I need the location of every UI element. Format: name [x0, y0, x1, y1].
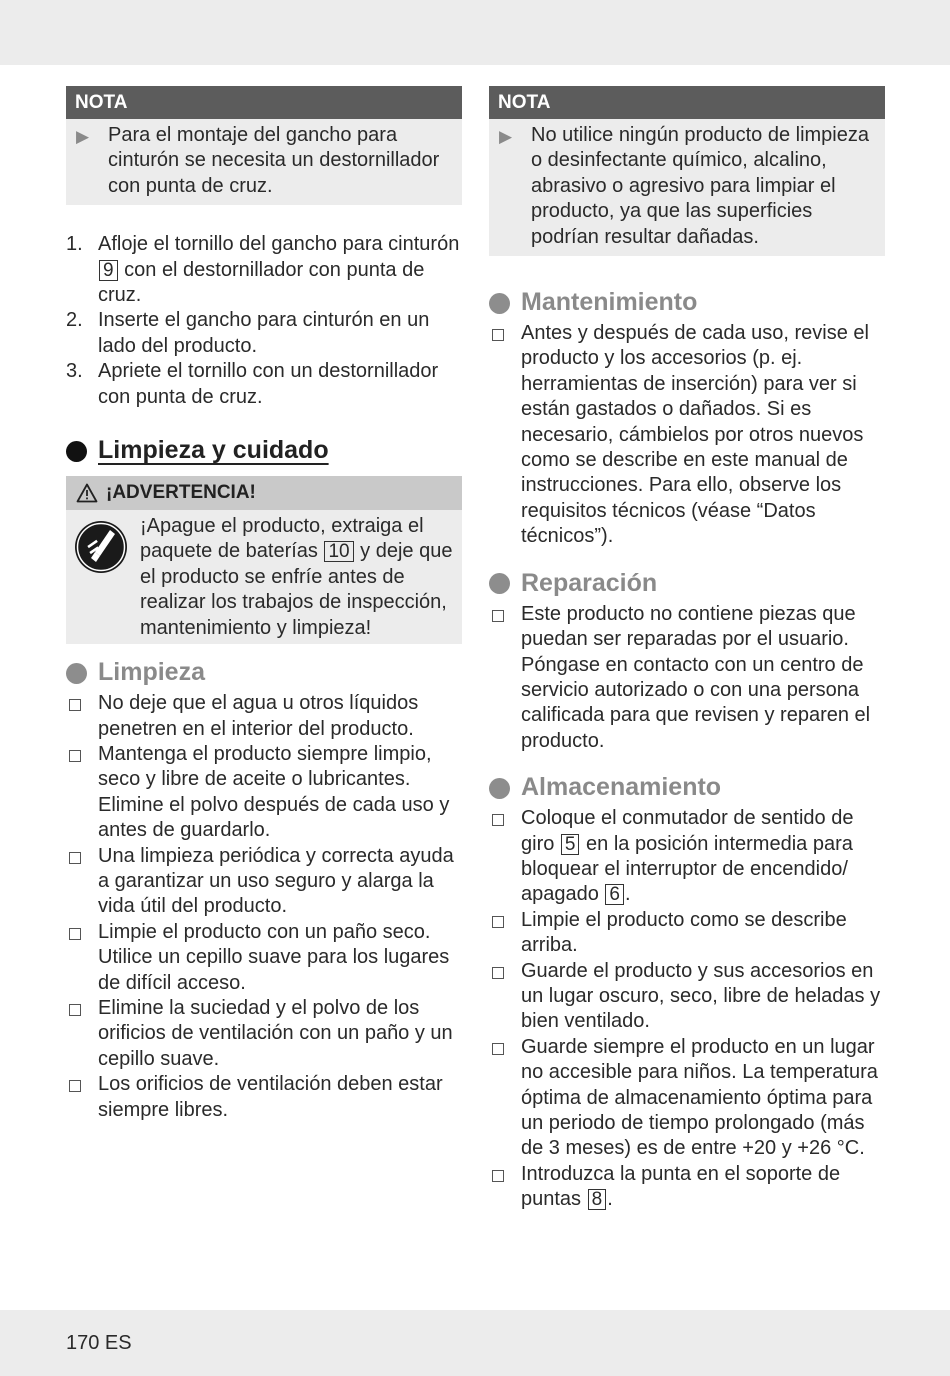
checkbox-square-icon [489, 1035, 521, 1162]
checkbox-square-icon [66, 691, 98, 742]
checkbox-square-icon [489, 959, 521, 1035]
note-box-right [489, 86, 885, 256]
part-reference: 8 [588, 1189, 607, 1210]
subsection-title: Mantenimiento [521, 288, 698, 317]
checkbox-square-icon [66, 920, 98, 996]
bullet-dot-icon [66, 441, 87, 462]
cleaning-list [66, 691, 462, 1123]
bullet-dot-icon [489, 573, 510, 594]
bullet-dot-icon [489, 778, 510, 799]
left-column [66, 86, 462, 1123]
checkbox-square-icon [489, 321, 521, 550]
checkbox-square-icon [489, 1162, 521, 1213]
list-item: Limpie el producto como se describe arriba. [489, 908, 885, 959]
checkbox-square-icon [66, 742, 98, 844]
warning-triangle-icon [76, 483, 98, 503]
checkbox-square-icon [489, 908, 521, 959]
note-text: No utilice ningún producto de limpieza o desinfectante químico, alcalino, abrasivo o agresivo para limpiar el producto, ya que las superficies podrían resultar dañadas. [531, 124, 869, 248]
step-item: 3. Apriete el tornillo con un destornillador con punta de cruz. [66, 360, 439, 408]
subsection-title: Almacenamiento [521, 773, 722, 802]
part-reference: 6 [605, 884, 624, 905]
top-band [0, 0, 950, 65]
bullet-dot-icon [489, 293, 510, 314]
warning-header: ¡ADVERTENCIA! [106, 482, 256, 504]
note-item [499, 123, 879, 250]
list-item: Limpie el producto con un paño seco. Utilice un cepillo suave para los lugares de difícil acceso. [66, 920, 462, 996]
checkbox-square-icon [489, 806, 521, 908]
list-item: Mantenga el producto siempre limpio, seco y libre de aceite o lubricantes. Elimine el polvo después de cada uso y antes de guardarlo. [66, 742, 462, 844]
list-item: Guarde siempre el producto en un lugar no accesible para niños. La temperatura óptima de almacenamiento óptima para un periodo de tiempo prolongado (más de 3 meses) es de entre +20 y +26 °C. [489, 1035, 885, 1162]
subsection-heading [489, 567, 885, 601]
checkbox-square-icon [66, 844, 98, 920]
list-item: Antes y después de cada uso, revise el producto y los accesorios (p. ej. herramientas de inserción) para ver si están gastados o dañados. Si es necesario, cámbielos por otros nuevos como se describe en este manual de instrucciones. Para ello, observe los requisitos técnicos (véase “Datos técnicos”). [489, 321, 885, 550]
part-reference: 9 [99, 260, 118, 281]
subsection-heading [489, 771, 885, 805]
subsection-title: Limpieza [98, 658, 205, 687]
part-reference: 10 [324, 541, 353, 562]
list-item: Coloque el conmutador de sentido de giro 5 en la posición intermedia para bloquear el interruptor de encendido/ apagado 6 . [489, 806, 885, 908]
list-item: Introduzca la punta en el soporte de puntas 8 . [489, 1162, 885, 1213]
checkbox-square-icon [66, 996, 98, 1072]
section-heading [66, 432, 462, 470]
subsection-heading [489, 286, 885, 320]
bullet-dot-icon [66, 663, 87, 684]
checkbox-square-icon [66, 1072, 98, 1123]
subsection-title: Reparación [521, 568, 658, 597]
step-item: 2. Inserte el gancho para cinturón en un lado del producto. [66, 309, 430, 357]
subsection-heading [66, 656, 462, 690]
list-item: Una limpieza periódica y correcta ayuda a garantizar un uso seguro y alarga la vida útil del producto. [66, 844, 462, 920]
warning-text: ¡Apague el producto, extraiga el paquete de baterías 10 y deje que el producto se enfríe antes de realizar los trabajos de inspección, mantenimiento y limpieza! [140, 515, 453, 639]
unplug-power-icon [74, 520, 128, 574]
list-item: Este producto no contiene piezas que puedan ser reparadas por el usuario. Póngase en contacto con un centro de servicio autorizado o con una persona calificada para que revisen y reparen el producto. [489, 602, 885, 754]
note-header: NOTA [66, 86, 462, 119]
storage-list [489, 806, 885, 1213]
step-list [66, 232, 462, 410]
list-item: Los orificios de ventilación deben estar siempre libres. [66, 1072, 462, 1123]
list-item: Elimine la suciedad y el polvo de los orificios de ventilación con un paño y un cepillo suave. [66, 996, 462, 1072]
footer-band [0, 1310, 950, 1376]
checkbox-square-icon [489, 602, 521, 754]
page-number: 170 ES [66, 1332, 132, 1354]
note-item [76, 123, 456, 199]
triangle-right-icon: ▶ [76, 127, 90, 146]
triangle-right-icon: ▶ [499, 127, 513, 146]
note-header: NOTA [489, 86, 885, 119]
warning-box [66, 476, 462, 644]
section-title: Limpieza y cuidado [98, 436, 329, 465]
note-box-left [66, 86, 462, 205]
right-column [489, 86, 885, 1213]
note-text: Para el montaje del gancho para cinturón se necesita un destornillador con punta de cruz. [108, 124, 440, 197]
step-item: 1. Afloje el tornillo del gancho para cinturón 9 con el destornillador con punta de cruz. [66, 233, 460, 307]
part-reference: 5 [561, 834, 580, 855]
list-item: No deje que el agua u otros líquidos penetren en el interior del producto. [66, 691, 462, 742]
list-item: Guarde el producto y sus accesorios en un lugar oscuro, seco, libre de heladas y bien ventilado. [489, 959, 885, 1035]
